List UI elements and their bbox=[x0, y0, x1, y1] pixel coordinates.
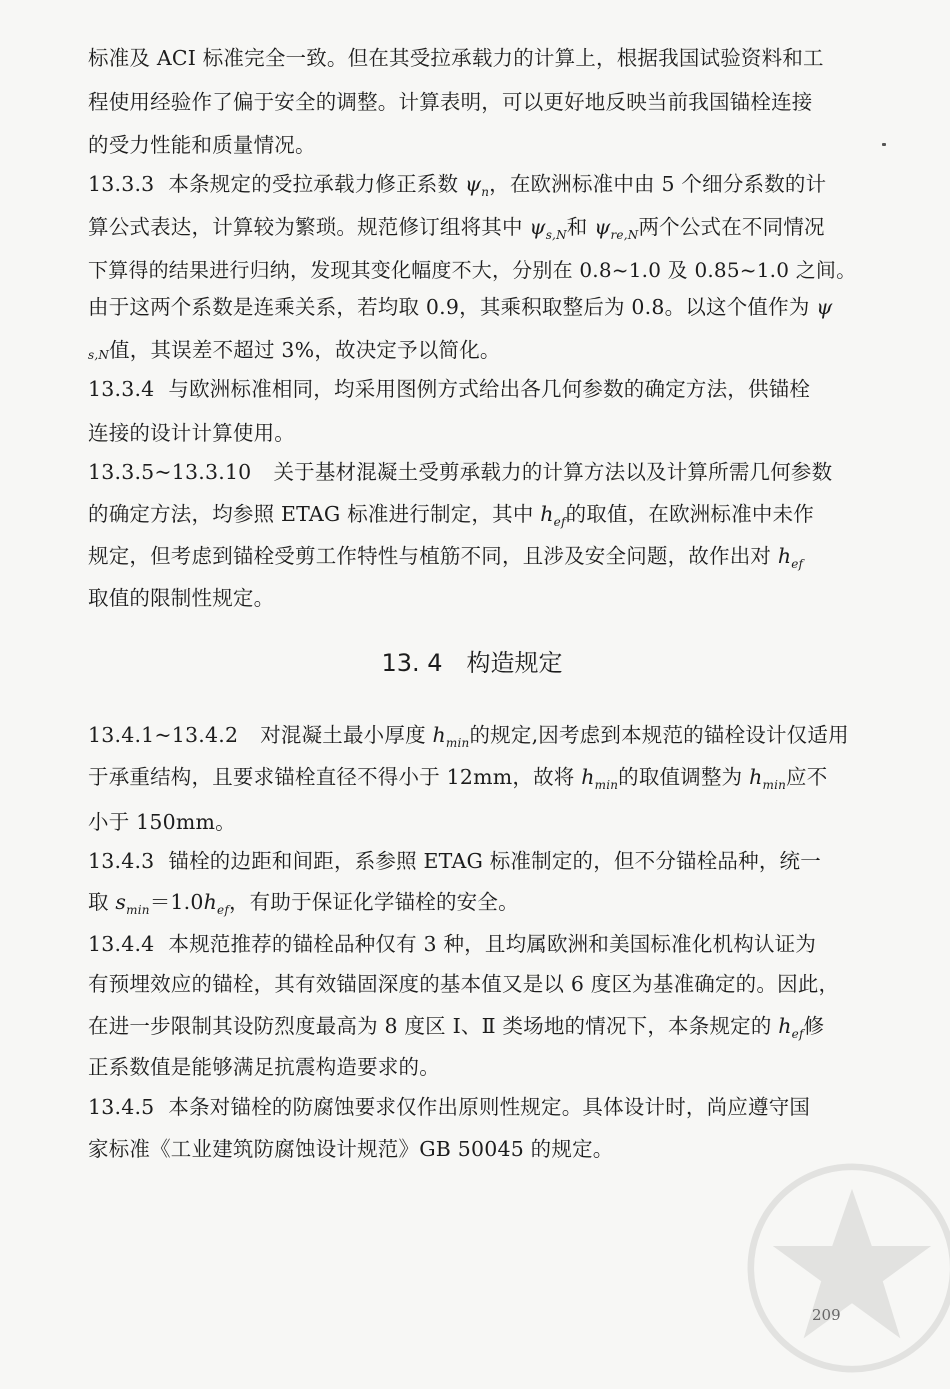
text-line: 的受力性能和质量情况。 bbox=[88, 133, 316, 157]
text-span: 本规范推荐的锚栓品种仅有 3 种，且均属欧洲和美国标准化机构认证为 bbox=[168, 932, 817, 956]
clause-13-4-4-line-3 bbox=[88, 1014, 824, 1046]
clause-number: 13.4.3 bbox=[88, 849, 155, 873]
clause-13-4-3-line-2 bbox=[88, 890, 519, 922]
symbol-psi: ψ bbox=[816, 295, 833, 319]
subscript: s,N bbox=[545, 228, 567, 242]
symbol-psi: ψ bbox=[529, 215, 546, 239]
clause-number: 13.4.5 bbox=[88, 1095, 155, 1119]
clause-13-3-3-line-2 bbox=[88, 215, 825, 247]
symbol-s: s bbox=[115, 890, 127, 914]
text-span: 修 bbox=[803, 1014, 825, 1038]
text-span: 对混凝土最小厚度 bbox=[260, 723, 426, 747]
symbol-h: h bbox=[778, 1014, 792, 1038]
symbol-h: h bbox=[581, 765, 595, 789]
subscript: ef bbox=[217, 903, 229, 917]
clause-13-4-4-line-1 bbox=[88, 932, 816, 956]
text-line: 正系数值是能够满足抗震构造要求的。 bbox=[88, 1055, 440, 1079]
clause-number: 13.3.4 bbox=[88, 377, 155, 401]
text-line: 有预埋效应的锚栓，其有效锚固深度的基本值又是以 6 度区为基准确定的。因此， bbox=[88, 972, 840, 996]
text-span: 算公式表达，计算较为繁琐。规范修订组将其中 bbox=[88, 215, 523, 239]
subscript: min bbox=[445, 736, 470, 750]
clause-number: 13.4.1~13.4.2 bbox=[88, 723, 239, 747]
text-span: 关于基材混凝土受剪承载力的计算方法以及计算所需几何参数 bbox=[273, 460, 833, 484]
subscript: ef bbox=[791, 557, 804, 571]
page-number: 209 bbox=[812, 1306, 841, 1324]
section-number: 13. 4 bbox=[381, 649, 443, 677]
subscript: s,N bbox=[88, 348, 110, 362]
subscript: min bbox=[762, 778, 787, 792]
text-span: 于承重结构，且要求锚栓直径不得小于 12mm，故将 bbox=[88, 765, 575, 789]
subscript: min bbox=[126, 903, 150, 917]
clause-number: 13.3.5~13.3.10 bbox=[88, 460, 252, 484]
text-span: 与欧洲标准相同，均采用图例方式给出各几何参数的确定方法，供锚栓 bbox=[168, 377, 811, 401]
text-span: 应不 bbox=[786, 765, 828, 789]
symbol-h: h bbox=[540, 502, 554, 526]
text-line: 标准及 ACI 标准完全一致。但在其受拉承载力的计算上，根据我国试验资料和工 bbox=[88, 46, 824, 70]
symbol-h: h bbox=[203, 890, 218, 914]
text-span: 的取值调整为 bbox=[618, 765, 743, 789]
text-span: 的规定,因考虑到本规范的锚栓设计仅适用 bbox=[469, 723, 849, 747]
text-span: 本条规定的受拉承载力修正系数 bbox=[168, 172, 459, 196]
subscript: min bbox=[594, 778, 619, 792]
text-span: 规定，但考虑到锚栓受剪工作特性与植筋不同，且涉及安全问题，故作出对 bbox=[88, 544, 772, 568]
text-line: 取值的限制性规定。 bbox=[88, 586, 275, 610]
clause-13-3-3-line-4 bbox=[88, 295, 833, 319]
clause-13-3-4-line-1 bbox=[88, 377, 810, 401]
text-line: 下算得的结果进行归纳，发现其变化幅度不大，分别在 0.8~1.0 及 0.85~1.0 之间。 bbox=[88, 258, 857, 282]
text-span: 由于这两个系数是连乘关系，若均取 0.9，其乘积取整后为 0.8。以这个值作为 bbox=[88, 295, 810, 319]
text-span: 的取值，在欧洲标准中未作 bbox=[565, 502, 815, 526]
text-span: 在进一步限制其设防烈度最高为 8 度区 Ⅰ、Ⅱ 类场地的情况下，本条规定的 bbox=[88, 1014, 772, 1038]
symbol-psi: ψ bbox=[464, 172, 482, 196]
watermark-star-icon bbox=[742, 1158, 950, 1378]
clause-13-3-5-line-3 bbox=[88, 544, 803, 576]
clause-number: 13.4.4 bbox=[88, 932, 155, 956]
clause-13-4-1-line-1 bbox=[88, 723, 849, 755]
text-span: 取 bbox=[88, 890, 109, 914]
subscript: ef bbox=[553, 515, 566, 529]
symbol-h: h bbox=[432, 723, 446, 747]
symbol-psi: ψ bbox=[594, 215, 611, 239]
symbol-h: h bbox=[749, 765, 763, 789]
clause-13-4-5-line-1 bbox=[88, 1095, 810, 1119]
text-span: 锚栓的边距和间距，系参照 ETAG 标准制定的，但不分锚栓品种，统一 bbox=[168, 849, 821, 873]
text-span: ＝1.0 bbox=[149, 890, 204, 914]
clause-13-3-5-line-1 bbox=[88, 460, 832, 484]
text-line: 程使用经验作了偏于安全的调整。计算表明，可以更好地反映当前我国锚栓连接 bbox=[88, 90, 813, 114]
subscript: re,N bbox=[610, 228, 639, 242]
text-line: 连接的设计计算使用。 bbox=[88, 421, 295, 445]
clause-13-3-5-line-2 bbox=[88, 502, 814, 534]
text-line: 小于 150mm。 bbox=[88, 810, 236, 834]
text-span: 两个公式在不同情况 bbox=[638, 215, 825, 239]
clause-13-3-3-line-1 bbox=[88, 172, 826, 204]
text-span: 的确定方法，均参照 ETAG 标准进行制定，其中 bbox=[88, 502, 534, 526]
section-title: 构造规定 bbox=[466, 649, 563, 677]
clause-13-4-1-line-2 bbox=[88, 765, 827, 797]
clause-13-4-3-line-1 bbox=[88, 849, 821, 873]
text-span: ，在欧洲标准中由 5 个细分系数的计 bbox=[489, 172, 827, 196]
text-span: 值，其误差不超过 3%，故决定予以简化。 bbox=[109, 338, 501, 362]
section-heading bbox=[88, 648, 856, 678]
clause-13-3-3-line-5 bbox=[88, 338, 501, 367]
text-span: 本条对锚栓的防腐蚀要求仅作出原则性规定。具体设计时，尚应遵守国 bbox=[168, 1095, 811, 1119]
subscript: n bbox=[481, 185, 490, 199]
subscript: ef bbox=[791, 1027, 804, 1041]
clause-number: 13.3.3 bbox=[88, 172, 155, 196]
text-span: 和 bbox=[566, 215, 588, 239]
text-line: 家标准《工业建筑防腐蚀设计规范》GB 50045 的规定。 bbox=[88, 1137, 614, 1161]
text-span: ，有助于保证化学锚栓的安全。 bbox=[228, 890, 519, 914]
scan-speck bbox=[882, 143, 886, 146]
symbol-h: h bbox=[777, 544, 792, 568]
